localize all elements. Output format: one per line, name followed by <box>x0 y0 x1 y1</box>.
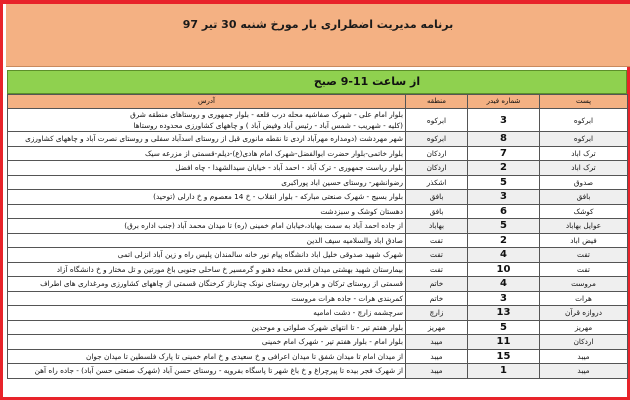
table-row <box>8 219 628 234</box>
feeder-cell: 1 <box>468 364 540 379</box>
table-row <box>8 291 628 306</box>
address-cell: قسمتی از روستای ترکان و هرابرجان روستای نونک چنارناز کرخنگان قسمتی از چاههای کشاورزی ومرغداری های اطراف <box>8 277 406 292</box>
table-row <box>8 109 628 132</box>
region-cell: اردکان <box>406 146 468 161</box>
region-cell: میبد <box>406 335 468 350</box>
table-row <box>8 248 628 263</box>
region-cell: میبد <box>406 364 468 379</box>
address-cell: بیمارستان شهید بهشتی میدان قدس محله دهنو و گرمسیر خ ساحلی جنوبی باغ مورتین و تل مختار و خ دانشگاه آزاد <box>8 262 406 277</box>
address-cell: شهر مهردشت (دومداره مهرآباد اردی تا نقطه مانوری قبل از روستای اسدآباد سفلی و روستای نصرت آباد و چاههای کشاورزی <box>8 132 406 147</box>
address-cell: از میدان امام تا میدان شفق تا میدان اعرافی و خ سعیدی و خ امام خمینی تا پارک فلسطین تا میدان جوان <box>8 349 406 364</box>
region-cell: خاتم <box>406 291 468 306</box>
post-cell: تفت <box>540 248 628 263</box>
feeder-cell: 2 <box>468 161 540 176</box>
post-cell: دروازه قرآن <box>540 306 628 321</box>
table-row <box>8 175 628 190</box>
post-cell: میبد <box>540 364 628 379</box>
feeder-cell: 3 <box>468 190 540 205</box>
region-cell: بافق <box>406 190 468 205</box>
post-cell: ابرکوه <box>540 132 628 147</box>
outage-table <box>7 94 628 379</box>
region-cell: اشکذر <box>406 175 468 190</box>
post-cell: هرات <box>540 291 628 306</box>
col-header-region: منطقه <box>406 95 468 109</box>
col-header-address: آدرس <box>8 95 406 109</box>
address-cell: دهستان کوشک و سبزدشت <box>8 204 406 219</box>
table-row <box>8 233 628 248</box>
address-cell: بلوار ریاست جمهوری - ترک آباد - احمد آباد - خیابان سیدالشهدا - چاه افضل <box>8 161 406 176</box>
feeder-cell: 3 <box>468 291 540 306</box>
address-cell: از جاده احمد آباد به سمت بهاباد،خیابان امام خمینی (ره) تا میدان محمد آباد (جنب اداره برق) <box>8 219 406 234</box>
region-cell: بهاباد <box>406 219 468 234</box>
feeder-cell: 13 <box>468 306 540 321</box>
address-cell: کمربندی هرات - جاده هرات مروست <box>8 291 406 306</box>
region-cell: بافق <box>406 204 468 219</box>
region-cell: خاتم <box>406 277 468 292</box>
table-row <box>8 335 628 350</box>
region-cell: ابرکوه <box>406 109 468 132</box>
feeder-cell: 15 <box>468 349 540 364</box>
address-line: بلوار امام علی - شهرک صفاشیه محله درب قلعه - بلوار جمهوری و روستاهای منطقه شرق <box>130 110 403 119</box>
table-row <box>8 190 628 205</box>
feeder-cell: 6 <box>468 204 540 219</box>
table-row <box>8 146 628 161</box>
table-row <box>8 277 628 292</box>
table-row <box>8 161 628 176</box>
post-cell: صدوق <box>540 175 628 190</box>
post-cell: ابرکوه <box>540 109 628 132</box>
time-slot-label: از ساعت 11-9 صبح <box>313 75 421 88</box>
post-cell: مهریز <box>540 320 628 335</box>
address-cell: رضوانشهر- روستای حسین اباد پوراکبری <box>8 175 406 190</box>
col-header-post: پست <box>540 95 628 109</box>
feeder-cell: 5 <box>468 320 540 335</box>
address-cell: صادق اباد والسلامیه سیف الدین <box>8 233 406 248</box>
address-cell: از شهرک فجر بیده تا پیرچراغ و خ باغ شهر تا پاسگاه بفرویه - روستای حسن آباد (شهرک صنعتی حسن آباد) - جاده راه آهن <box>8 364 406 379</box>
feeder-cell: 10 <box>468 262 540 277</box>
post-cell: ترک اباد <box>540 146 628 161</box>
time-slot-header <box>7 70 627 94</box>
feeder-cell: 5 <box>468 175 540 190</box>
post-cell: اردکان <box>540 335 628 350</box>
address-cell: شهرک شهید صدوقی خلیل اباد دانشگاه پیام نور خانه سالمندان پلیس راه و زین آباد انزلی اتمی <box>8 248 406 263</box>
post-cell: فیض اباد <box>540 233 628 248</box>
table-row <box>8 349 628 364</box>
feeder-cell: 3 <box>468 109 540 132</box>
address-line: (کلیه - شهریب - شمس آباد - رئیس آباد وفیض آباد ) و چاههای کشاورزی محدوده روستاها <box>133 121 403 130</box>
feeder-cell: 8 <box>468 132 540 147</box>
address-cell: بلوار هفتم تیر - تا انتهای شهرک صلواتی و موحدین <box>8 320 406 335</box>
feeder-cell: 4 <box>468 248 540 263</box>
region-cell: تفت <box>406 262 468 277</box>
table-row <box>8 306 628 321</box>
region-cell: تفت <box>406 248 468 263</box>
feeder-cell: 7 <box>468 146 540 161</box>
region-cell: میبد <box>406 349 468 364</box>
table-row <box>8 320 628 335</box>
address-cell <box>8 109 406 132</box>
feeder-cell: 2 <box>468 233 540 248</box>
table-row <box>8 204 628 219</box>
address-cell: بلوار بسیج - شهرک صنعتی مبارکه - بلوار انقلاب - خ 14 معصوم و خ دارلی (توحید) <box>8 190 406 205</box>
post-cell: تفت <box>540 262 628 277</box>
post-cell: مروست <box>540 277 628 292</box>
region-cell: اردکان <box>406 161 468 176</box>
post-cell: بافق <box>540 190 628 205</box>
col-header-feeder: شماره فیدر <box>468 95 540 109</box>
address-cell: سرچشمه زارچ - دشت امامیه <box>8 306 406 321</box>
post-cell: عوایل بهاباد <box>540 219 628 234</box>
post-cell: کوشک <box>540 204 628 219</box>
table-header-row <box>8 95 628 109</box>
post-cell: میبد <box>540 349 628 364</box>
region-cell: ابرکوه <box>406 132 468 147</box>
table-row <box>8 132 628 147</box>
feeder-cell: 4 <box>468 277 540 292</box>
feeder-cell: 11 <box>468 335 540 350</box>
feeder-cell: 5 <box>468 219 540 234</box>
address-cell: بلوار امام - بلوار هفتم تیر - شهرک امام خمینی <box>8 335 406 350</box>
region-cell: مهریز <box>406 320 468 335</box>
table-row <box>8 262 628 277</box>
post-cell: ترک اباد <box>540 161 628 176</box>
table-row <box>8 364 628 379</box>
address-cell: بلوار خاتمی-بلوار حضرت ابوالفضل-شهرک امام هادی(ع)-دیلم-قسمتی از مزرعه سیک <box>8 146 406 161</box>
region-cell: زارچ <box>406 306 468 321</box>
region-cell: تفت <box>406 233 468 248</box>
page-title: برنامه مدیریت اضطراری بار مورخ شنبه 30 تیر 97 <box>182 18 454 31</box>
title-banner <box>6 4 630 67</box>
